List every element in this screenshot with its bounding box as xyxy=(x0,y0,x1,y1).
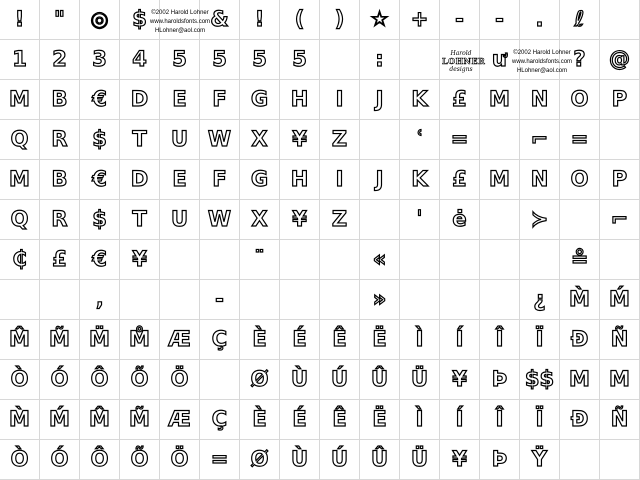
glyph-cell[interactable]: M xyxy=(0,160,40,200)
glyph-cell[interactable]: 5 xyxy=(200,40,240,80)
glyph-cell[interactable] xyxy=(200,360,240,400)
glyph-cell[interactable]: N xyxy=(520,160,560,200)
glyph-cell[interactable]: ≻ xyxy=(520,200,560,240)
copyright-text: ©2002 Harold Lohner xyxy=(151,10,209,16)
glyph-cell[interactable]: Ḿ xyxy=(600,280,640,320)
glyph-cell[interactable]: R xyxy=(40,200,80,240)
glyph-cell[interactable] xyxy=(480,280,520,320)
glyph-cell[interactable]: ¥ xyxy=(120,240,160,280)
glyph-cell[interactable]: F xyxy=(200,80,240,120)
glyph-cell[interactable] xyxy=(600,440,640,480)
glyph-cell[interactable]: ◎ xyxy=(80,0,120,40)
glyph-cell[interactable]: È xyxy=(240,400,280,440)
glyph-cell[interactable]: ė xyxy=(440,200,480,240)
glyph-cell[interactable]: Ú xyxy=(320,440,360,480)
glyph-cell[interactable]: $$ xyxy=(520,360,560,400)
glyph-cell[interactable]: Ÿ xyxy=(520,440,560,480)
glyph-cell[interactable]: £ xyxy=(440,160,480,200)
glyph-cell[interactable] xyxy=(480,240,520,280)
logo-line: designs xyxy=(449,66,473,73)
glyph-cell[interactable]: Ë xyxy=(360,320,400,360)
glyph-cell[interactable]: W xyxy=(200,200,240,240)
glyph-cell[interactable]: 1 xyxy=(0,40,40,80)
glyph-cell[interactable] xyxy=(280,240,320,280)
glyph-cell[interactable]: ¥ xyxy=(280,200,320,240)
glyph-cell[interactable]: ! xyxy=(240,0,280,40)
glyph-cell[interactable] xyxy=(160,240,200,280)
glyph-cell[interactable]: Ò xyxy=(0,440,40,480)
glyph-cell[interactable]: G xyxy=(240,80,280,120)
glyph-cell[interactable]: X xyxy=(240,120,280,160)
glyph-cell[interactable]: È xyxy=(240,320,280,360)
designer-logo xyxy=(442,50,486,73)
glyph-cell[interactable]: Û xyxy=(360,440,400,480)
glyph-cell[interactable] xyxy=(480,200,520,240)
glyph-cell[interactable]: M̃ xyxy=(40,320,80,360)
glyph-cell[interactable] xyxy=(120,280,160,320)
glyph-cell[interactable]: $ xyxy=(80,120,120,160)
glyph-cell[interactable]: M xyxy=(600,360,640,400)
glyph-cell[interactable]: 4 xyxy=(120,40,160,80)
glyph-cell[interactable] xyxy=(200,240,240,280)
glyph-cell[interactable]: ⌐ xyxy=(600,200,640,240)
glyph-cell[interactable] xyxy=(320,280,360,320)
glyph-cell[interactable]: I xyxy=(320,160,360,200)
glyph-cell[interactable]: Ð xyxy=(560,320,600,360)
glyph-cell[interactable]: ☆ xyxy=(360,0,400,40)
glyph-cell[interactable]: M̀ xyxy=(0,400,40,440)
glyph-cell[interactable]: Ö xyxy=(160,360,200,400)
glyph-cell[interactable]: £ xyxy=(40,240,80,280)
glyph-cell[interactable]: P xyxy=(600,160,640,200)
glyph-cell[interactable] xyxy=(360,200,400,240)
glyph-cell[interactable]: M̀ xyxy=(560,280,600,320)
glyph-cell[interactable]: ? xyxy=(560,40,600,80)
glyph-cell[interactable]: Þ xyxy=(480,360,520,400)
glyph-cell[interactable]: Ü xyxy=(400,360,440,400)
email-text: HLohner@aol.com xyxy=(516,68,568,74)
glyph-cell[interactable]: J xyxy=(360,160,400,200)
glyph-cell[interactable]: ‚ xyxy=(80,280,120,320)
glyph-cell[interactable]: M̂ xyxy=(0,320,40,360)
glyph-cell[interactable]: Þ xyxy=(480,440,520,480)
glyph-cell[interactable]: Æ xyxy=(160,320,200,360)
glyph-cell[interactable]: Q xyxy=(0,120,40,160)
glyph-cell[interactable]: Ö xyxy=(160,440,200,480)
glyph-cell[interactable]: Ê xyxy=(320,320,360,360)
glyph-cell[interactable]: Õ xyxy=(120,440,160,480)
glyph-cell[interactable]: Ù xyxy=(280,440,320,480)
glyph-cell[interactable] xyxy=(600,240,640,280)
glyph-cell[interactable]: - xyxy=(480,0,520,40)
glyph-cell[interactable]: ʿ xyxy=(400,120,440,160)
glyph-cell[interactable]: = xyxy=(200,440,240,480)
glyph-cell[interactable]: K xyxy=(400,160,440,200)
glyph-cell[interactable]: ¥ xyxy=(440,360,480,400)
glyph-cell[interactable] xyxy=(280,280,320,320)
website-text: www.haroldsfonts.com xyxy=(150,19,211,25)
glyph-cell[interactable]: Ü xyxy=(400,440,440,480)
website-text: www.haroldsfonts.com xyxy=(512,59,573,65)
glyph-cell[interactable]: Ð xyxy=(560,400,600,440)
glyph-cell[interactable]: H xyxy=(280,160,320,200)
glyph-cell[interactable] xyxy=(40,280,80,320)
glyph-cell[interactable]: M xyxy=(480,160,520,200)
glyph-cell[interactable]: D xyxy=(120,160,160,200)
glyph-cell[interactable]: E xyxy=(160,80,200,120)
glyph-cell[interactable]: $ xyxy=(80,200,120,240)
glyph-cell[interactable]: Q xyxy=(0,200,40,240)
glyph-cell[interactable]: P xyxy=(600,80,640,120)
glyph-cell[interactable] xyxy=(440,240,480,280)
glyph-cell[interactable]: Î xyxy=(480,320,520,360)
credit-block xyxy=(150,9,210,36)
glyph-cell[interactable]: M̊ xyxy=(120,320,160,360)
glyph-cell[interactable] xyxy=(440,280,480,320)
glyph-cell[interactable]: Ø xyxy=(240,440,280,480)
glyph-cell[interactable]: 5 xyxy=(280,40,320,80)
glyph-cell[interactable]: J xyxy=(360,80,400,120)
glyph-cell[interactable]: ( xyxy=(280,0,320,40)
glyph-cell[interactable]: € xyxy=(80,160,120,200)
glyph-cell[interactable]: O xyxy=(560,80,600,120)
logo-line: LOHNER xyxy=(442,56,486,66)
glyph-cell[interactable]: M xyxy=(560,360,600,400)
glyph-cell[interactable]: ≗ xyxy=(560,240,600,280)
glyph-cell[interactable] xyxy=(520,240,560,280)
glyph-cell[interactable]: M̈ xyxy=(80,320,120,360)
glyph-cell[interactable] xyxy=(560,440,600,480)
glyph-cell[interactable]: Z xyxy=(320,200,360,240)
glyph-cell[interactable]: 5 xyxy=(240,40,280,80)
glyph-cell[interactable]: & xyxy=(200,0,240,40)
glyph-cell[interactable]: € xyxy=(80,80,120,120)
glyph-cell[interactable]: Ó xyxy=(40,440,80,480)
glyph-cell[interactable]: Õ xyxy=(120,360,160,400)
glyph-cell[interactable]: - xyxy=(440,0,480,40)
glyph-cell[interactable]: Ì xyxy=(400,320,440,360)
glyph-cell[interactable]: Ê xyxy=(320,400,360,440)
glyph-cell[interactable]: . xyxy=(520,0,560,40)
glyph-cell[interactable]: T xyxy=(120,200,160,240)
glyph-cell[interactable]: K xyxy=(400,80,440,120)
glyph-cell[interactable]: Í xyxy=(440,400,480,440)
glyph-cell[interactable] xyxy=(320,40,360,80)
glyph-cell[interactable]: T xyxy=(120,120,160,160)
glyph-cell[interactable] xyxy=(600,120,640,160)
glyph-cell[interactable] xyxy=(400,240,440,280)
glyph-cell[interactable]: Ç xyxy=(200,400,240,440)
glyph-cell[interactable]: O xyxy=(560,160,600,200)
glyph-cell[interactable]: M̃ xyxy=(120,400,160,440)
glyph-cell[interactable]: É xyxy=(280,320,320,360)
glyph-cell[interactable]: B xyxy=(40,80,80,120)
glyph-cell[interactable]: Ì xyxy=(400,400,440,440)
glyph-cell[interactable]: Ô xyxy=(80,440,120,480)
glyph-cell[interactable]: ư xyxy=(480,40,520,80)
glyph-cell[interactable]: U xyxy=(160,200,200,240)
glyph-cell[interactable]: ₵ xyxy=(0,240,40,280)
glyph-cell[interactable]: Ï xyxy=(520,320,560,360)
glyph-cell[interactable]: Ô xyxy=(80,360,120,400)
glyph-cell[interactable]: » xyxy=(360,280,400,320)
glyph-cell[interactable]: X xyxy=(240,200,280,240)
glyph-cell[interactable]: 3 xyxy=(80,40,120,80)
glyph-cell[interactable]: Æ xyxy=(160,400,200,440)
glyph-cell[interactable] xyxy=(400,40,440,80)
glyph-cell[interactable]: £ xyxy=(440,80,480,120)
glyph-cell[interactable] xyxy=(240,280,280,320)
glyph-cell[interactable]: = xyxy=(560,120,600,160)
glyph-cell[interactable]: ¿ xyxy=(520,280,560,320)
glyph-cell[interactable]: ℓ xyxy=(560,0,600,40)
glyph-cell[interactable]: É xyxy=(280,400,320,440)
glyph-cell[interactable]: ) xyxy=(320,0,360,40)
glyph-cell[interactable]: Í xyxy=(440,320,480,360)
glyph-cell[interactable] xyxy=(0,280,40,320)
glyph-cell[interactable]: Ú xyxy=(320,360,360,400)
glyph-cell[interactable] xyxy=(600,0,640,40)
glyph-cell[interactable]: 5 xyxy=(160,40,200,80)
glyph-cell[interactable]: H xyxy=(280,80,320,120)
glyph-cell[interactable]: € xyxy=(80,240,120,280)
glyph-cell[interactable]: Ø xyxy=(240,360,280,400)
glyph-cell[interactable]: " xyxy=(40,0,80,40)
glyph-cell[interactable]: Ë xyxy=(360,400,400,440)
glyph-cell[interactable] xyxy=(360,120,400,160)
glyph-cell[interactable]: Ó xyxy=(40,360,80,400)
glyph-cell[interactable] xyxy=(480,120,520,160)
glyph-cell[interactable]: Ñ xyxy=(600,320,640,360)
glyph-cell[interactable]: ˈ xyxy=(400,200,440,240)
glyph-cell[interactable]: E xyxy=(160,160,200,200)
glyph-cell[interactable]: W xyxy=(200,120,240,160)
credit-block xyxy=(512,49,572,76)
glyph-cell[interactable]: Ḿ xyxy=(40,400,80,440)
glyph-cell[interactable]: F xyxy=(200,160,240,200)
glyph-cell[interactable]: Ï xyxy=(520,400,560,440)
glyph-cell[interactable]: + xyxy=(400,0,440,40)
glyph-cell[interactable]: N xyxy=(520,80,560,120)
glyph-cell[interactable] xyxy=(160,280,200,320)
glyph-cell[interactable]: U xyxy=(160,120,200,160)
glyph-cell[interactable]: ⌐ xyxy=(520,120,560,160)
copyright-text: ©2002 Harold Lohner xyxy=(513,50,571,56)
glyph-cell[interactable]: ¨ xyxy=(240,240,280,280)
glyph-cell[interactable]: M xyxy=(0,80,40,120)
glyph-cell[interactable]: Ñ xyxy=(600,400,640,440)
glyph-cell[interactable] xyxy=(320,240,360,280)
glyph-cell[interactable]: D xyxy=(120,80,160,120)
glyph-cell[interactable]: ¥ xyxy=(440,440,480,480)
glyph-cell[interactable]: $ xyxy=(120,0,160,40)
glyph-cell[interactable] xyxy=(400,280,440,320)
glyph-cell[interactable]: G xyxy=(240,160,280,200)
glyph-cell[interactable]: Û xyxy=(360,360,400,400)
glyph-cell[interactable]: B xyxy=(40,160,80,200)
glyph-cell[interactable]: I xyxy=(320,80,360,120)
glyph-cell[interactable]: R xyxy=(40,120,80,160)
glyph-cell[interactable]: Ù xyxy=(280,360,320,400)
glyph-cell[interactable]: M xyxy=(480,80,520,120)
glyph-cell[interactable]: Ç xyxy=(200,320,240,360)
glyph-cell[interactable]: Î xyxy=(480,400,520,440)
logo-line: Harold xyxy=(450,50,472,57)
glyph-cell[interactable]: @ xyxy=(600,40,640,80)
glyph-cell[interactable]: - xyxy=(200,280,240,320)
glyph-cell[interactable]: = xyxy=(440,120,480,160)
glyph-cell[interactable] xyxy=(560,200,600,240)
glyph-cell[interactable]: : xyxy=(360,40,400,80)
glyph-cell[interactable]: M̂ xyxy=(80,400,120,440)
email-text: HLohner@aol.com xyxy=(154,28,206,34)
glyph-cell[interactable]: ¥ xyxy=(280,120,320,160)
glyph-cell[interactable]: « xyxy=(360,240,400,280)
glyph-cell[interactable]: Ò xyxy=(0,360,40,400)
glyph-cell[interactable]: ! xyxy=(0,0,40,40)
glyph-cell[interactable]: Z xyxy=(320,120,360,160)
glyph-cell[interactable]: 2 xyxy=(40,40,80,80)
